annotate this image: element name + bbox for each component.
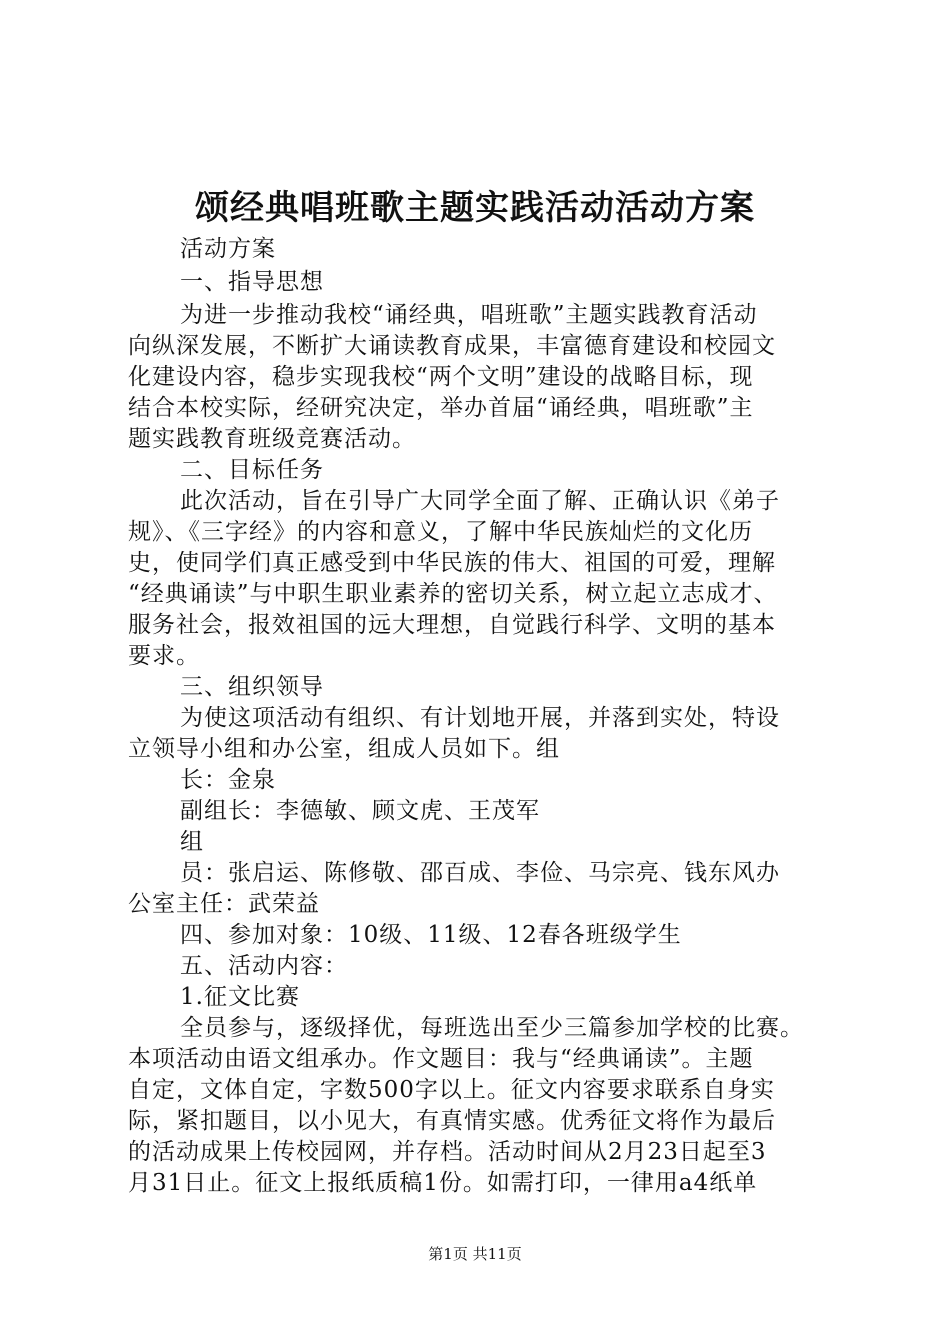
text-line-heading: 活动方案 <box>180 236 276 262</box>
subsection-heading: 1.征文比赛 <box>180 984 300 1010</box>
paragraph-line: 际，紧扣题目，以小见大，有真情实感。优秀征文将作为最后 <box>128 1108 776 1134</box>
page-footer: 第1页 共11页 <box>428 1245 522 1263</box>
paragraph-line: 为进一步推动我校“诵经典，唱班歌”主题实践教育活动 <box>180 302 758 328</box>
paragraph-line: 史，使同学们真正感受到中华民族的伟大、祖国的可爱，理解 <box>128 550 776 576</box>
paragraph-line: 向纵深发展，不断扩大诵读教育成果，丰富德育建设和校园文 <box>128 333 776 359</box>
paragraph-line: 题实践教育班级竞赛活动。 <box>128 426 416 452</box>
paragraph-line: “经典诵读”与中职生职业素养的密切关系，树立起立志成才、 <box>128 581 778 607</box>
paragraph-line: 的活动成果上传校园网，并存档。活动时间从2月23日起至3 <box>128 1139 767 1165</box>
paragraph-line: 要求。 <box>128 643 200 669</box>
paragraph-line: 本项活动由语文组承办。作文题目：我与“经典诵读”。主题 <box>128 1046 754 1072</box>
section-heading-4: 四、参加对象：10级、11级、12春各班级学生 <box>180 922 682 948</box>
paragraph-line: 化建设内容，稳步实现我校“两个文明”建设的战略目标，现 <box>128 364 754 390</box>
document-title: 颂经典唱班歌主题实践活动活动方案 <box>195 188 755 228</box>
paragraph-line: 结合本校实际，经研究决定，举办首届“诵经典，唱班歌”主 <box>128 395 754 421</box>
paragraph-line: 员：张启运、陈修敬、邵百成、李俭、马宗亮、钱东风办 <box>180 860 780 886</box>
paragraph-line: 长：金泉 <box>180 767 276 793</box>
paragraph-line: 此次活动，旨在引导广大同学全面了解、正确认识《弟子 <box>180 488 780 514</box>
paragraph-line: 自定，文体自定，字数500字以上。征文内容要求联系自身实 <box>128 1077 775 1103</box>
paragraph-line: 立领导小组和办公室，组成人员如下。组 <box>128 736 560 762</box>
section-heading-5: 五、活动内容： <box>180 953 348 979</box>
paragraph-line: 公室主任：武荣益 <box>128 891 320 917</box>
section-heading-1: 一、指导思想 <box>180 269 324 295</box>
paragraph-line: 规》、《三字经》的内容和意义，了解中华民族灿烂的文化历 <box>128 519 753 545</box>
paragraph-line: 为使这项活动有组织、有计划地开展，并落到实处，特设 <box>180 705 780 731</box>
paragraph-line: 组 <box>180 829 204 855</box>
paragraph-line: 全员参与，逐级择优，每班选出至少三篇参加学校的比赛。 <box>180 1015 804 1041</box>
paragraph-line: 月31日止。征文上报纸质稿1份。如需打印，一律用a4纸单 <box>128 1170 758 1196</box>
section-heading-2: 二、目标任务 <box>180 457 324 483</box>
section-heading-3: 三、组织领导 <box>180 674 324 700</box>
paragraph-line: 副组长：李德敏、顾文虎、王茂军 <box>180 798 540 824</box>
paragraph-line: 服务社会，报效祖国的远大理想，自觉践行科学、文明的基本 <box>128 612 776 638</box>
